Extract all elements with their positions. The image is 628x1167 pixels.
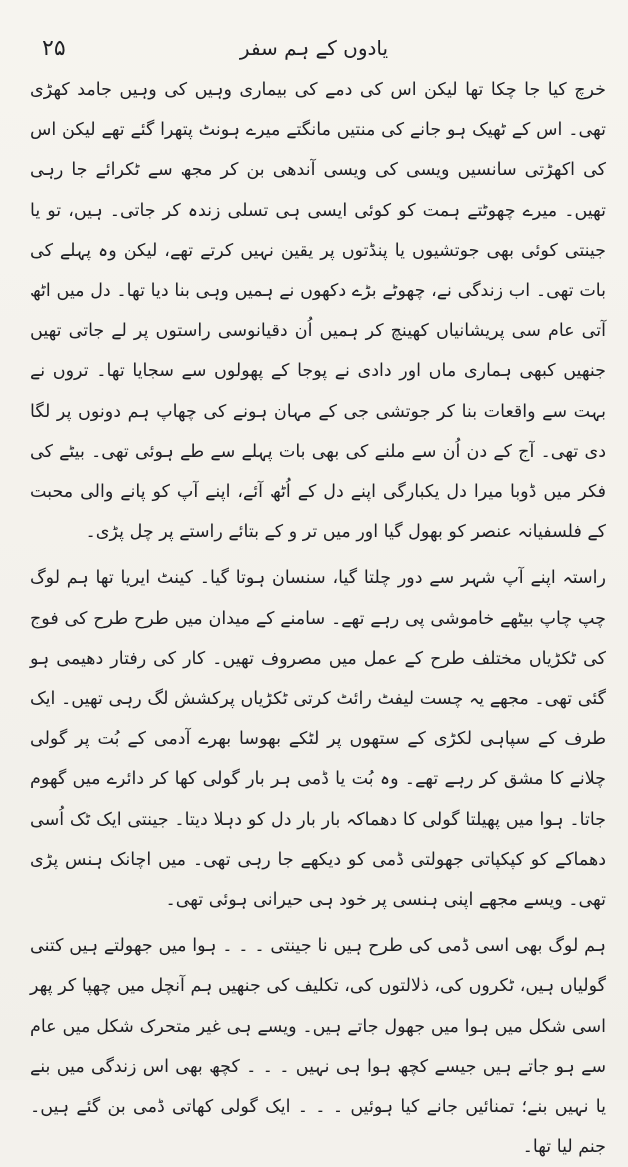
page-body	[30, 70, 606, 1167]
paragraph: ہم لوگ بھی اسی ڈمی کی طرح ہیں نا جینتی ۔ ۔ ۔ ہوا میں جھولتے ہیں کتنی گولیاں ہیں، ٹکروں کی، ذلالتوں کی، تکلیف کی جنھیں ہم آنچل میں چھپا کر پھر اسی شکل میں ہوا میں جھول جاتے ہیں۔ ویسے ہی غیر متحرک شکل میں عام سے ہو جاتے ہیں جیسے کچھ ہوا ہی نہیں ۔ ۔ ۔ کچھ بھی اس زندگی میں بنے یا نہیں بنے؛ تمنائیں جانے کیا ہوئیں ۔ ۔ ۔ ایک گولی کھاتی ڈمی بن گئے ہیں۔ جنم لیا تھا۔	[30, 936, 607, 1158]
paragraph: راستہ اپنے آپ شہر سے دور چلتا گیا، سنسان ہوتا گیا۔ کینٹ ایریا تھا ہم لوگ چپ چاپ بیٹھے خاموشی پی رہے تھے۔ سامنے کے میدان میں طرح طرح کی فوج کی ٹکڑیاں مختلف طرح کے عمل میں مصروف تھیں۔ کار کی رفتار دھیمی ہو گئی تھی۔ مجھے یہ چست لیفٹ رائٹ کرتی ٹکڑیاں پرکشش لگ رہی تھیں۔ ایک طرف کے سپاہی لکڑی کے ستھوں پر لٹکے بھوسا بھرے آدمی کے بُت پر گولی چلانے کا مشق کر رہے تھے۔ وہ بُت یا ڈمی ہر بار گولی کھا کر دائرے میں گھوم جاتا۔ ہوا میں پھیلتا گولی کا دھماکہ بار بار دل کو دہلا دیتا۔ جینتی ایک ٹک اُسی دھماکے کو کپکپاتی جھولتی ڈمی کو دیکھے جا رہی تھی۔ میں اچانک ہنس پڑی تھی۔ ویسے مجھے اپنی ہنسی پر خود ہی حیرانی ہوئی تھی۔	[30, 568, 606, 911]
paragraph: خرچ کیا جا چکا تھا لیکن اس کی دمے کی بیماری وہیں کی وہیں جامد کھڑی تھی۔ اس کے ٹھیک ہو جانے کی منتیں مانگتے میرے ہونٹ پتھرا گئے تھے لیکن اس کی اکھڑتی سانسیں ویسی کی ویسی آندھی بن کر مجھ سے ٹکرائے جا رہی تھیں۔ میرے چھوٹتے ہمت کو کوئی ایسی ہی تسلی زندہ کر جاتی۔ ہیں، تو یا جینتی کوئی بھی جوتشیوں یا پنڈتوں پر یقین نہیں کرتے تھے، لیکن وہ پہلے کی بات تھی۔ اب زندگی نے، چھوٹے بڑے دکھوں نے ہمیں وہی بنا دیا تھا۔ دل میں اٹھ آتی عام سی پریشانیاں کھینچ کر ہمیں اُن دقیانوسی راستوں پر لے جاتی تھیں جنھیں کبھی ہماری ماں اور دادی نے پوجا کے پھولوں سے سجایا تھا۔ تروں نے بہت سے واقعات بنا کر جوتشی جی کے مہان ہونے کی چھاپ ہم دونوں پر لگا دی تھی۔ آج کے دن اُن سے ملنے کی بھی بات پہلے سے طے ہوئی تھی۔ بیٹے کی فکر میں ڈوبا میرا دل یکبارگی اپنے دل کے اُٹھ آئے، اپنے آپ کو پانے والی محبت کے فلسفیانہ عنصر کو بھول گیا اور میں تر و کے بتائے راستے پر چل پڑی۔	[30, 80, 606, 543]
page-header	[40, 32, 588, 66]
running-title: یادوں کے ہم سفر	[239, 36, 389, 60]
page-number: ۲۵	[42, 36, 66, 61]
